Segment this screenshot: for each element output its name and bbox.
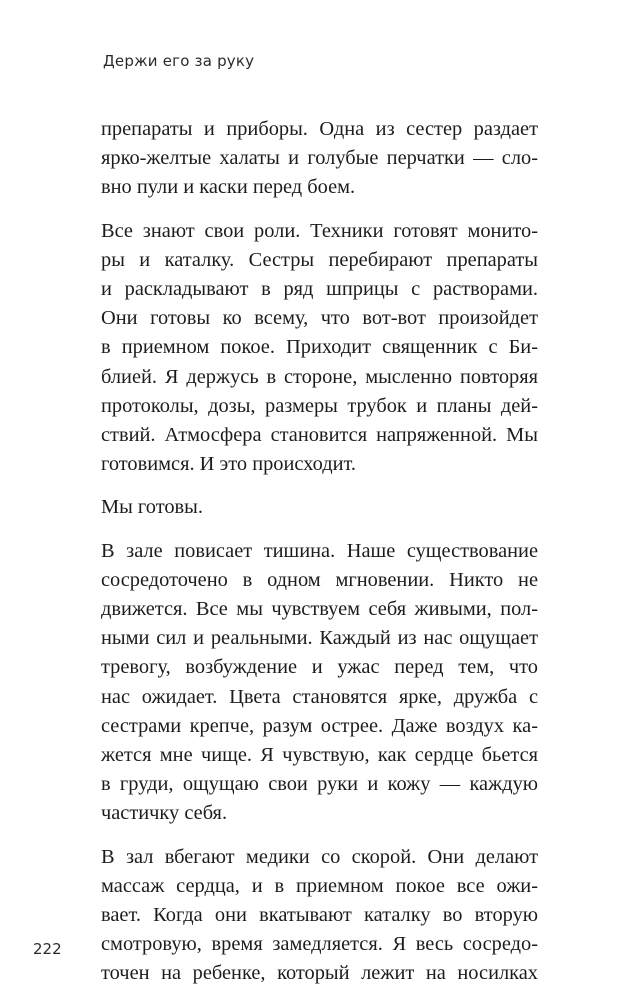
text-line: вно пули и каски перед боем. <box>101 176 356 199</box>
paragraph <box>101 843 538 989</box>
text-line: препараты и приборы. Одна из сестер раздает <box>101 118 538 140</box>
text-line: движется. Все мы чувствуем себя живыми, пол- <box>101 598 538 621</box>
text-line: тревогу, возбуждение и ужас перед тем, что <box>101 656 538 679</box>
body-text <box>101 115 538 1003</box>
text-line: Все знают свои роли. Техники готовят монито- <box>101 219 538 242</box>
text-line: ными сил и реальными. Каждый из нас ощущает <box>101 627 538 650</box>
text-line: протоколы, дозы, размеры трубок и планы дей- <box>101 394 538 417</box>
text-line: В зал вбегают медики со скорой. Они делают <box>101 845 538 868</box>
text-line: нас ожидает. Цвета становятся ярке, дружба с <box>101 685 538 708</box>
text-line: в приемном покое. Приходит священник с Би- <box>101 336 538 359</box>
paragraph <box>101 217 538 480</box>
paragraph <box>101 115 538 203</box>
text-line: сосредоточено в одном мгновении. Никто не <box>101 568 538 591</box>
text-line: точен на ребенке, который лежит на носилках <box>101 962 538 985</box>
text-line: и раскладывают в ряд шприцы с растворами. <box>101 278 538 301</box>
text-line: смотровую, время замедляется. Я весь сосредо- <box>101 933 538 956</box>
text-line: ры и каталку. Сестры перебирают препараты <box>101 248 538 271</box>
text-line: жется мне чище. Я чувствую, как сердце бьется <box>101 744 538 767</box>
text-line: блией. Я держусь в стороне, мысленно повторяя <box>101 365 538 388</box>
running-head: Держи его за руку <box>103 52 255 70</box>
text-line: В зале повисает тишина. Наше существование <box>101 539 538 562</box>
text-line: вает. Когда они вкатывают каталку во вторую <box>101 904 538 927</box>
paragraph <box>101 493 538 522</box>
text-line: Мы готовы. <box>101 496 203 519</box>
page-number: 222 <box>33 940 62 958</box>
paragraph <box>101 537 538 829</box>
text-line: ствий. Атмосфера становится напряженной. Мы <box>101 424 538 447</box>
text-line: ярко-желтые халаты и голубые перчатки — сло- <box>101 147 538 170</box>
text-line: массаж сердца, и в приемном покое все ожи- <box>101 874 538 897</box>
text-line: в груди, ощущаю свои руки и кожу — каждую <box>101 773 538 796</box>
text-line: готовимся. И это происходит. <box>101 453 356 476</box>
text-line: сестрами крепче, разум острее. Даже воздух ка- <box>101 714 538 737</box>
text-line: Они готовы ко всему, что вот-вот произойдет <box>101 307 538 330</box>
text-line: частичку себя. <box>101 802 228 825</box>
